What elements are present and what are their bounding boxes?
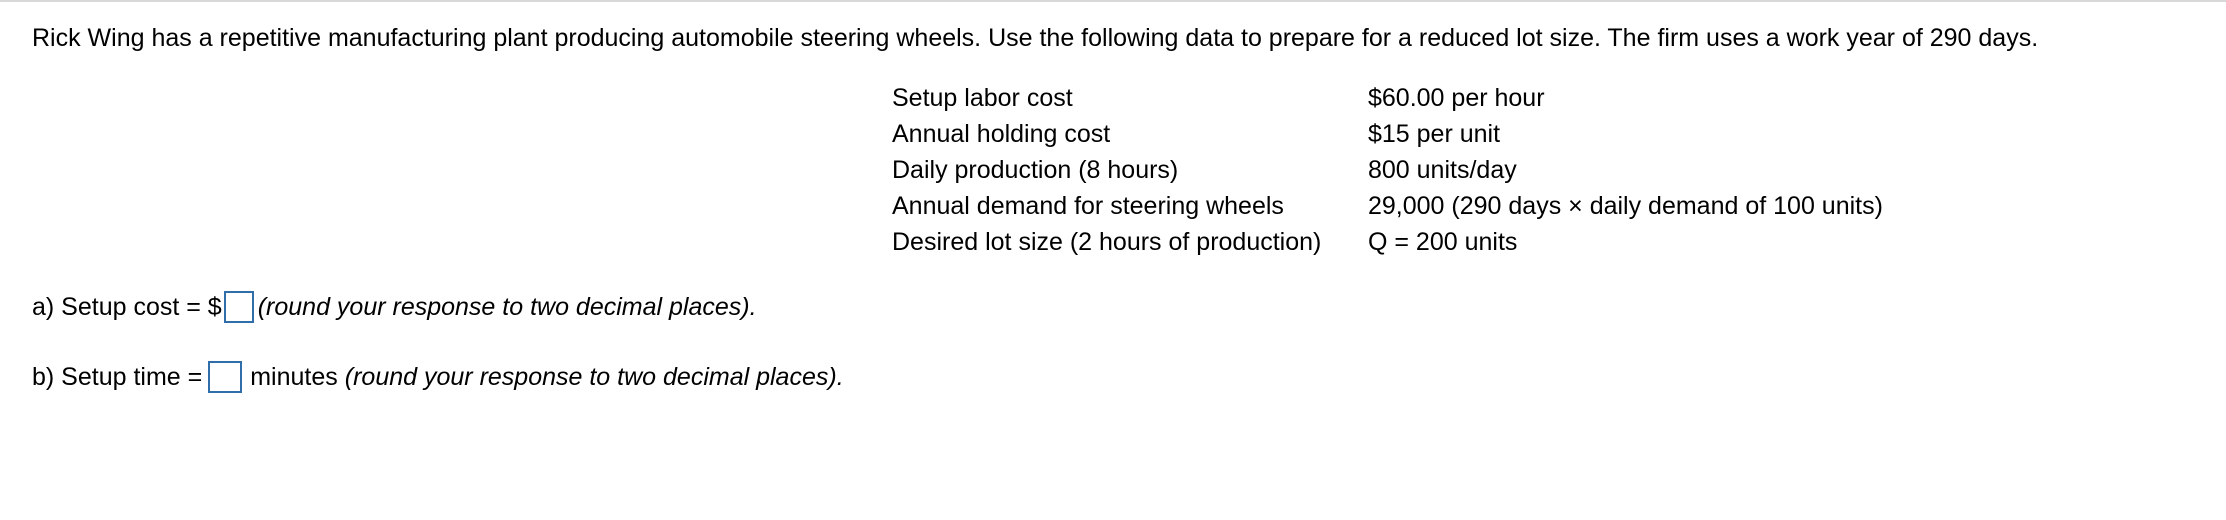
row-label: Daily production (8 hours): [892, 156, 1179, 184]
row-value: $15 per unit: [1368, 120, 1501, 148]
problem-statement: Rick Wing has a repetitive manufacturing plant producing automobile steering wheels. Use the following data to prepare for a reduced lot size. The firm uses a work year of 290 days.: [32, 24, 2039, 52]
row-value: $60.00 per hour: [1368, 84, 1545, 112]
question-b-rounding-note: (round your response to two decimal places).: [344, 363, 844, 391]
row-label: Annual demand for steering wheels: [892, 192, 1284, 220]
question-a-rounding-note: (round your response to two decimal places).: [257, 293, 757, 321]
question-b-unit: minutes: [250, 363, 338, 391]
row-label: Desired lot size (2 hours of production): [892, 228, 1322, 256]
table-row: [892, 152, 1883, 188]
question-a-prefix: a) Setup cost = $: [32, 293, 222, 321]
table-row: [892, 224, 1883, 260]
setup-cost-input[interactable]: [224, 291, 254, 323]
table-row: [892, 116, 1883, 152]
row-label: Annual holding cost: [892, 120, 1111, 148]
table-row: [892, 188, 1883, 224]
row-label: Setup labor cost: [892, 84, 1073, 112]
setup-time-input[interactable]: [208, 361, 242, 393]
given-data-table: [892, 80, 1883, 260]
row-value: Q = 200 units: [1368, 228, 1518, 256]
table-row: [892, 80, 1883, 116]
row-value: 800 units/day: [1368, 156, 1517, 184]
question-b-prefix: b) Setup time =: [32, 363, 203, 391]
question-a: [32, 289, 757, 325]
top-divider: [0, 0, 2226, 2]
question-b: [32, 359, 844, 395]
row-value: 29,000 (290 days × daily demand of 100 units): [1368, 192, 1883, 220]
